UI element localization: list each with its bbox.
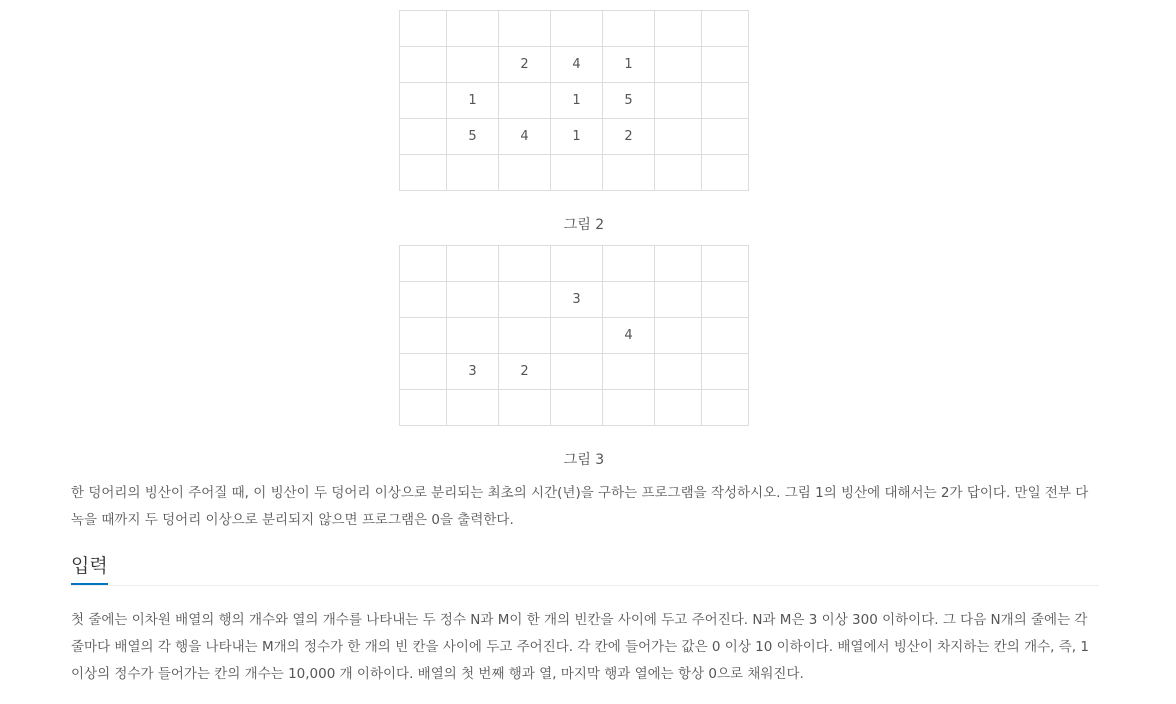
grid-cell [655, 83, 702, 119]
grid-cell [702, 155, 749, 191]
grid-cell [400, 390, 447, 426]
grid-cell [655, 318, 702, 354]
grid-row [400, 47, 749, 83]
grid-cell [400, 155, 447, 191]
grid-cell: 5 [603, 83, 655, 119]
input-description: 첫 줄에는 이차원 배열의 행의 개수와 열의 개수를 나타내는 두 정수 N과 M이 한 개의 빈칸을 사이에 두고 주어진다. N과 M은 3 이상 300 이하이다. 그 다음 N개의 줄에는 각 줄마다 배열의 각 행을 나타내는 M개의 정수가 한 개의 빈 칸을 사이에 두고 주어진다. 각 칸에 들어가는 값은 0 이상 10 이하이다. 배열에서 빙산이 차지하는 칸의 개수, 즉, 1 이상의 정수가 들어가는 칸의 개수는 10,000 개 이하이다. 배열의 첫 번째 행과 열, 마지막 행과 열에는 항상 0으로 채워진다. [71, 612, 1089, 682]
grid-cell [655, 354, 702, 390]
grid-cell [551, 155, 603, 191]
grid-cell [655, 119, 702, 155]
grid-row [400, 246, 749, 282]
grid-cell [603, 11, 655, 47]
grid-cell [400, 354, 447, 390]
grid-cell [551, 318, 603, 354]
figure-3-grid [399, 245, 749, 426]
grid-cell: 1 [551, 83, 603, 119]
grid-cell [702, 390, 749, 426]
grid-cell: 1 [447, 83, 499, 119]
grid-cell [603, 155, 655, 191]
problem-description: 한 덩어리의 빙산이 주어질 때, 이 빙산이 두 덩어리 이상으로 분리되는 최초의 시간(년)을 구하는 프로그램을 작성하시오. 그림 1의 빙산에 대해서는 2가 답이다. 만일 전부 다 녹을 때까지 두 덩어리 이상으로 분리되지 않으면 프로그램은 0을 출력한다. [71, 485, 1089, 528]
grid-row [400, 390, 749, 426]
grid-cell: 2 [603, 119, 655, 155]
grid-cell: 1 [551, 119, 603, 155]
input-section-title: 입력 [71, 552, 108, 585]
grid-cell [499, 83, 551, 119]
grid-cell: 4 [551, 47, 603, 83]
grid-cell [499, 282, 551, 318]
grid-cell [499, 155, 551, 191]
grid-cell [702, 83, 749, 119]
grid-cell [400, 282, 447, 318]
grid-cell [447, 318, 499, 354]
grid-cell [603, 282, 655, 318]
grid-cell [655, 11, 702, 47]
grid-cell [499, 390, 551, 426]
grid-cell [400, 318, 447, 354]
figure-3-caption: 그림 3 [563, 452, 605, 468]
grid-cell [655, 47, 702, 83]
grid-cell [702, 282, 749, 318]
grid-row [400, 318, 749, 354]
grid-row [400, 119, 749, 155]
grid-cell: 4 [603, 318, 655, 354]
grid-cell [400, 83, 447, 119]
grid-row [400, 11, 749, 47]
grid-cell [447, 47, 499, 83]
grid-cell [551, 390, 603, 426]
grid-row [400, 282, 749, 318]
grid-cell [655, 390, 702, 426]
grid-cell [702, 11, 749, 47]
grid-cell: 3 [447, 354, 499, 390]
grid-cell: 2 [499, 47, 551, 83]
grid-cell [603, 390, 655, 426]
grid-cell: 2 [499, 354, 551, 390]
grid-cell: 4 [499, 119, 551, 155]
grid-cell [702, 354, 749, 390]
grid-cell [655, 282, 702, 318]
figure-2-grid [399, 10, 749, 191]
grid-cell [702, 47, 749, 83]
grid-row [400, 354, 749, 390]
grid-cell: 3 [551, 282, 603, 318]
grid-cell [400, 11, 447, 47]
grid-cell [400, 47, 447, 83]
grid-cell [447, 11, 499, 47]
grid-row [400, 83, 749, 119]
grid-cell [702, 119, 749, 155]
grid-row [400, 155, 749, 191]
grid-cell [655, 246, 702, 282]
grid-cell: 5 [447, 119, 499, 155]
grid-cell [551, 246, 603, 282]
figure-2-caption: 그림 2 [563, 217, 605, 233]
grid-cell [551, 354, 603, 390]
grid-cell [655, 155, 702, 191]
grid-cell [400, 119, 447, 155]
grid-cell [447, 155, 499, 191]
grid-cell [499, 246, 551, 282]
input-section-header [71, 552, 1099, 586]
grid-cell [447, 246, 499, 282]
grid-cell [551, 11, 603, 47]
grid-cell [400, 246, 447, 282]
grid-cell [603, 246, 655, 282]
grid-cell [499, 11, 551, 47]
grid-cell [447, 390, 499, 426]
grid-cell [603, 354, 655, 390]
grid-cell [702, 246, 749, 282]
grid-cell [499, 318, 551, 354]
grid-cell [702, 318, 749, 354]
grid-cell: 1 [603, 47, 655, 83]
grid-cell [447, 282, 499, 318]
